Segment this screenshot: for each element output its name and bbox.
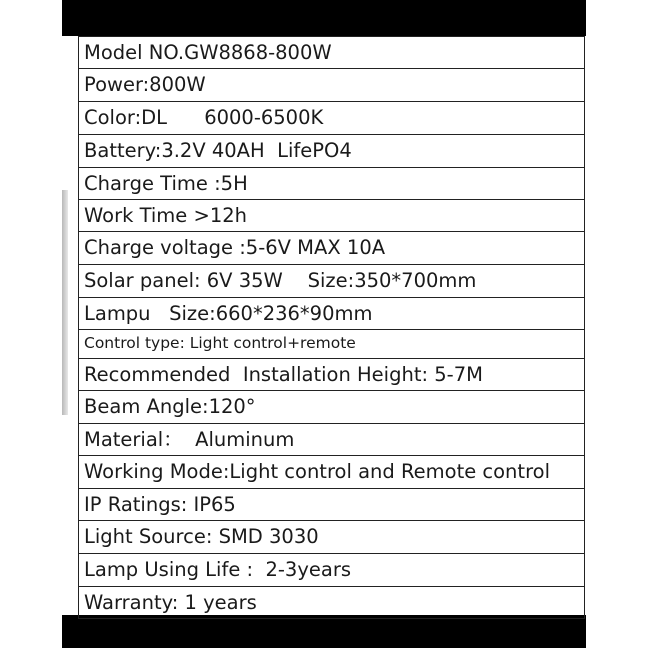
spec-charge-voltage: Charge voltage :5-6V MAX 10A xyxy=(79,232,585,265)
spec-charge-time: Charge Time :5H xyxy=(79,168,585,200)
table-row xyxy=(79,489,585,521)
spec-model: Model NO.GW8868-800W xyxy=(79,37,585,69)
table-row xyxy=(79,102,585,135)
table-row xyxy=(79,200,585,232)
table-row xyxy=(79,391,585,424)
spec-beam-angle: Beam Angle:120° xyxy=(79,391,585,424)
spec-lamp-life: Lamp Using Life : 2-3years xyxy=(79,554,585,587)
table-row xyxy=(79,521,585,554)
table-row xyxy=(79,359,585,391)
spec-table xyxy=(78,36,585,619)
spec-lamp-size: Lampu Size:660*236*90mm xyxy=(79,298,585,330)
bottom-black-bar xyxy=(62,615,586,648)
table-row xyxy=(79,69,585,102)
spec-working-mode: Working Mode:Light control and Remote control xyxy=(79,456,585,489)
table-row xyxy=(79,135,585,168)
top-black-bar xyxy=(62,0,586,36)
table-row xyxy=(79,330,585,359)
spec-material: Material： Aluminum xyxy=(79,424,585,456)
spec-light-source: Light Source: SMD 3030 xyxy=(79,521,585,554)
table-row xyxy=(79,298,585,330)
spec-warranty: Warranty: 1 years xyxy=(79,587,585,619)
spec-color: Color:DL 6000-6500K xyxy=(79,102,585,135)
spec-control-type: Control type: Light control+remote xyxy=(79,330,585,359)
spec-solar-panel: Solar panel: 6V 35W Size:350*700mm xyxy=(79,265,585,298)
table-row xyxy=(79,554,585,587)
spec-ip-rating: IP Ratings: IP65 xyxy=(79,489,585,521)
table-row xyxy=(79,456,585,489)
left-edge-shadow xyxy=(62,190,68,415)
spec-installation-height: Recommended Installation Height: 5-7M xyxy=(79,359,585,391)
spec-work-time: Work Time >12h xyxy=(79,200,585,232)
table-row xyxy=(79,37,585,69)
spec-battery: Battery:3.2V 40AH LifePO4 xyxy=(79,135,585,168)
table-row xyxy=(79,424,585,456)
table-row xyxy=(79,587,585,619)
table-row xyxy=(79,232,585,265)
spec-power: Power:800W xyxy=(79,69,585,102)
table-row xyxy=(79,265,585,298)
table-row xyxy=(79,168,585,200)
